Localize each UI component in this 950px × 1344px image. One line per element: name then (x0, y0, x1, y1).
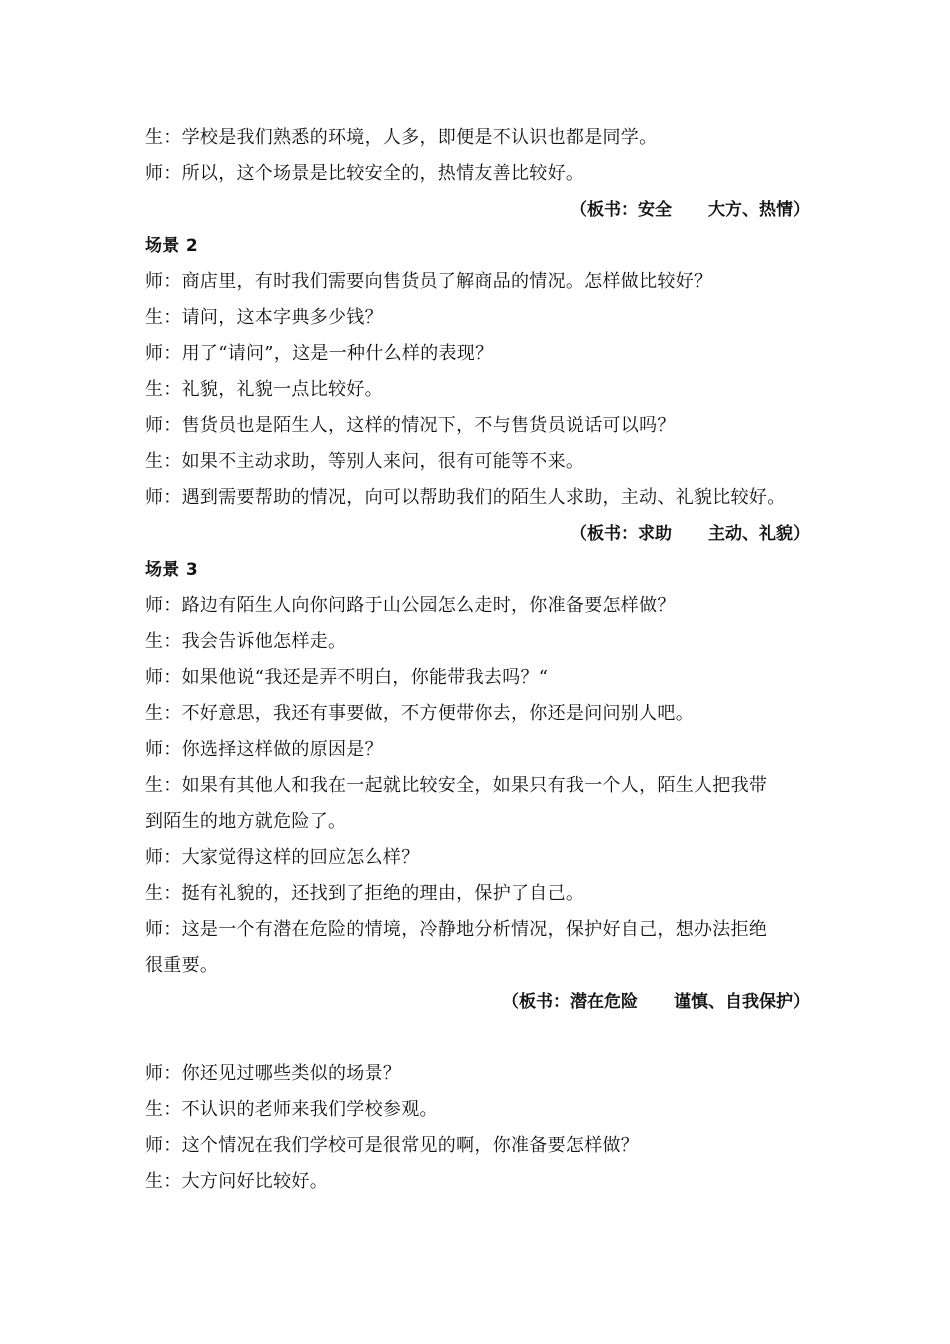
dialogue-line: 师：遇到需要帮助的情况，向可以帮助我们的陌生人求助，主动、礼貌比较好。 (145, 487, 786, 508)
dialogue-line-continued: 很重要。 (145, 955, 219, 976)
board-note-right: 谨慎、自我保护） (674, 992, 810, 1012)
dialogue-line: 生：学校是我们熟悉的环境，人多，即便是不认识也都是同学。 (145, 127, 658, 148)
board-note-right: 主动、礼貌） (708, 524, 810, 544)
dialogue-line: 生：不认识的老师来我们学校参观。 (145, 1099, 438, 1120)
dialogue-line: 师：售货员也是陌生人，这样的情况下，不与售货员说话可以吗？ (145, 415, 676, 436)
dialogue-line: 师：你还见过哪些类似的场景？ (145, 1063, 402, 1084)
scene-heading: 场景 2 (145, 236, 198, 256)
dialogue-line: 生：请问，这本字典多少钱？ (145, 307, 383, 328)
dialogue-line: 师：这个情况在我们学校可是很常见的啊，你准备要怎样做？ (145, 1135, 640, 1156)
dialogue-line: 师：商店里，有时我们需要向售货员了解商品的情况。怎样做比较好？ (145, 271, 713, 292)
dialogue-line: 生：如果有其他人和我在一起就比较安全，如果只有我一个人，陌生人把我带 (145, 775, 768, 796)
dialogue-line: 师：你选择这样做的原因是？ (145, 739, 383, 760)
board-note-left: （板书：安全 (570, 200, 672, 220)
dialogue-line: 生：我会告诉他怎样走。 (145, 631, 347, 652)
dialogue-line: 师：路边有陌生人向你问路于山公园怎么走时，你准备要怎样做？ (145, 595, 676, 616)
board-note-right: 大方、热情） (708, 200, 810, 220)
dialogue-line-continued: 到陌生的地方就危险了。 (145, 811, 347, 832)
dialogue-line: 师：所以，这个场景是比较安全的，热情友善比较好。 (145, 163, 585, 184)
dialogue-line: 师：如果他说“我还是弄不明白，你能带我去吗？“ (145, 667, 549, 688)
board-note (502, 991, 810, 1013)
scene-heading: 场景 3 (145, 560, 198, 580)
dialogue-line: 生：如果不主动求助，等别人来问，很有可能等不来。 (145, 451, 585, 472)
dialogue-line: 师：大家觉得这样的回应怎么样？ (145, 847, 420, 868)
dialogue-line: 师：用了“请问”，这是一种什么样的表现？ (145, 343, 494, 364)
board-note-left: （板书：求助 (570, 524, 672, 544)
document-page (145, 0, 810, 1344)
board-note-left: （板书：潜在危险 (502, 992, 638, 1012)
dialogue-line: 生：挺有礼貌的，还找到了拒绝的理由，保护了自己。 (145, 883, 585, 904)
board-note (570, 523, 810, 545)
board-note (570, 199, 810, 221)
dialogue-line: 师：这是一个有潜在危险的情境，冷静地分析情况，保护好自己，想办法拒绝 (145, 919, 768, 940)
dialogue-line: 生：不好意思，我还有事要做，不方便带你去，你还是问问别人吧。 (145, 703, 694, 724)
dialogue-line: 生：礼貌，礼貌一点比较好。 (145, 379, 383, 400)
dialogue-line: 生：大方问好比较好。 (145, 1171, 328, 1192)
